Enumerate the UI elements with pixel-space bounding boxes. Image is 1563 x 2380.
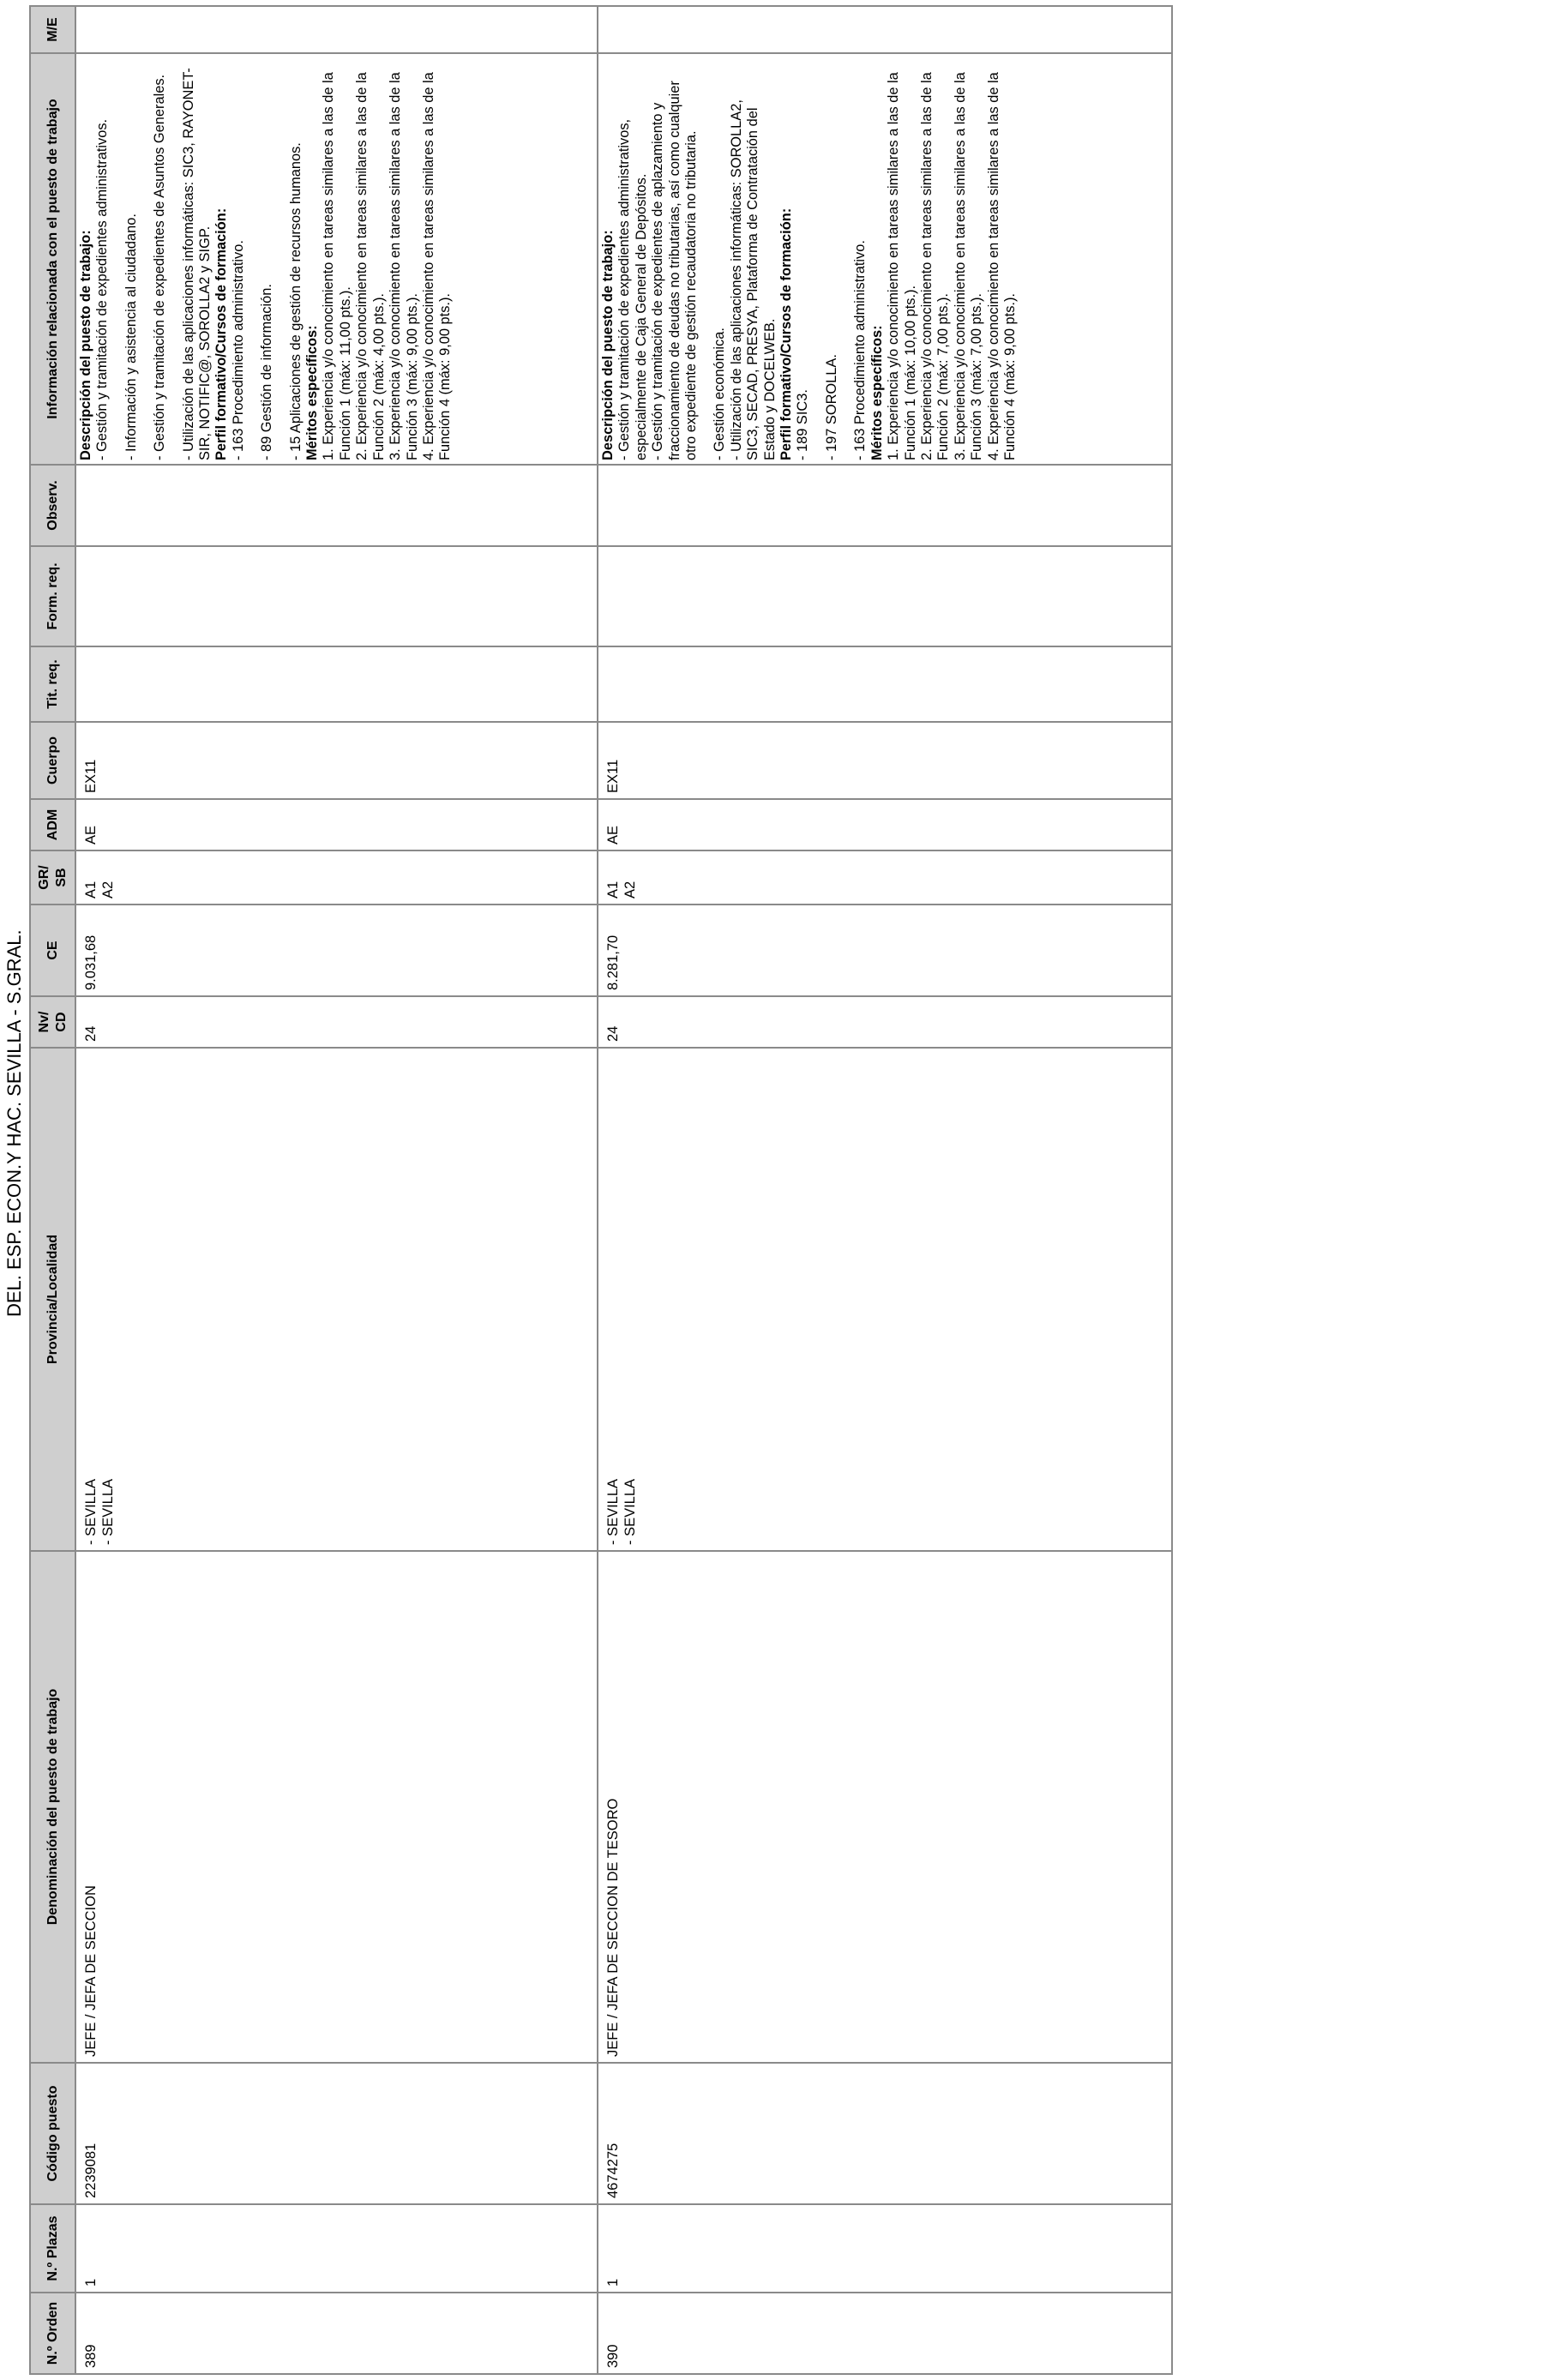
- gr-line: A2: [622, 880, 638, 899]
- cell-me: [598, 6, 1172, 53]
- info-line: - 89 Gestión de información.: [259, 284, 275, 460]
- info-line: 1. Experiencia y/o conocimiento en tareas similares a las de la: [321, 72, 337, 460]
- gr-line: A2: [99, 880, 116, 899]
- cell-provincia: [75, 1048, 598, 1551]
- cell-cuerpo: EX11: [75, 722, 598, 799]
- cell-provincia: [598, 1048, 1172, 1551]
- cell-adm: AE: [598, 799, 1172, 850]
- cell-ce: 9.031,68: [75, 905, 598, 996]
- info-line: 4. Experiencia y/o conocimiento en tareas similares a las de la: [420, 72, 436, 460]
- info-line: Función 2 (máx: 4,00 pts.).: [370, 293, 387, 460]
- info-line: Función 3 (máx: 9,00 pts.).: [404, 293, 420, 460]
- info-line: Función 1 (máx: 11,00 pts.).: [337, 286, 353, 460]
- info-line: - 197 SOROLLA.: [823, 354, 839, 460]
- info-line: Función 4 (máx: 9,00 pts.).: [437, 293, 454, 460]
- cell-denominacion: JEFE / JEFA DE SECCION DE TESORO: [598, 1551, 1172, 2063]
- info-line: Estado y DOCELWEB.: [761, 318, 778, 460]
- info-heading: Perfil formativo/Cursos de formación:: [213, 207, 230, 460]
- provincia-line: - SEVILLA: [605, 1478, 621, 1545]
- info-line: - 163 Procedimiento administrativo.: [230, 240, 246, 460]
- provincia-line: - SEVILLA: [99, 1478, 116, 1545]
- header-plazas: N.º Plazas: [30, 2204, 75, 2293]
- cell-orden: 390: [598, 2293, 1172, 2374]
- info-line: Función 1 (máx: 10,00 pts.).: [902, 285, 918, 460]
- cell-gr: [75, 850, 598, 905]
- info-line: - 163 Procedimiento administrativo.: [852, 240, 869, 460]
- cell-ce: 8.281,70: [598, 905, 1172, 996]
- cell-gr: [598, 850, 1172, 905]
- provincia-line: - SEVILLA: [622, 1478, 638, 1545]
- header-cuerpo: Cuerpo: [30, 722, 75, 799]
- info-line: 3. Experiencia y/o conocimiento en tareas similares a las de la: [388, 72, 404, 460]
- info-line: - Gestión y tramitación de expedientes de Asuntos Generales.: [152, 74, 168, 460]
- table-header-row: [30, 6, 75, 2374]
- cell-codigo: 4674275: [598, 2063, 1172, 2204]
- cell-plazas: 1: [75, 2204, 598, 2293]
- cell-observ: [598, 465, 1172, 546]
- header-info: Información relacionada con el puesto de trabajo: [30, 53, 75, 465]
- info-line: 2. Experiencia y/o conocimiento en tareas similares a las de la: [918, 72, 935, 460]
- cell-orden: 389: [75, 2293, 598, 2374]
- header-gr-line1: GR/: [36, 865, 51, 890]
- cell-denominacion: JEFE / JEFA DE SECCION: [75, 1551, 598, 2063]
- cell-adm: AE: [75, 799, 598, 850]
- cell-observ: [75, 465, 598, 546]
- header-gr: [30, 850, 75, 905]
- header-ce: CE: [30, 905, 75, 996]
- info-line: Función 3 (máx: 7,00 pts.).: [969, 293, 985, 460]
- cell-info: [75, 53, 598, 465]
- header-provincia: Provincia/Localidad: [30, 1048, 75, 1551]
- header-adm: ADM: [30, 799, 75, 850]
- table-row: [598, 6, 1172, 2374]
- cell-nv: 24: [598, 996, 1172, 1048]
- cell-form: [75, 546, 598, 646]
- info-line: SIR, NOTIFIC@, SOROLLA2 y SIGP.: [197, 225, 213, 460]
- info-line: 3. Experiencia y/o conocimiento en tareas similares a las de la: [952, 72, 968, 460]
- info-line: - Gestión y tramitación de expedientes administrativos,: [616, 118, 633, 460]
- cell-nv: 24: [75, 996, 598, 1048]
- info-heading: Méritos específicos:: [869, 325, 885, 460]
- cell-codigo: 2239081: [75, 2063, 598, 2204]
- cell-cuerpo: EX11: [598, 722, 1172, 799]
- header-codigo: Código puesto: [30, 2063, 75, 2204]
- info-line: 1. Experiencia y/o conocimiento en tareas similares a las de la: [886, 72, 902, 460]
- gr-line: A1: [83, 880, 99, 899]
- info-line: - 189 SIC3.: [795, 389, 811, 460]
- info-line: - Gestión y tramitación de expedientes administrativos.: [94, 118, 111, 460]
- cell-form: [598, 546, 1172, 646]
- info-line: - Utilización de las aplicaciones informáticas: SOROLLA2,: [728, 99, 744, 460]
- provincia-line: - SEVILLA: [83, 1478, 99, 1545]
- info-line: - Información y asistencia al ciudadano.: [123, 213, 139, 460]
- info-line: Función 2 (máx: 7,00 pts.).: [935, 293, 952, 460]
- info-line: - Gestión y tramitación de expedientes de aplazamiento y: [650, 102, 666, 460]
- header-denominacion: Denominación del puesto de trabajo: [30, 1551, 75, 2063]
- info-line: - Gestión económica.: [712, 328, 728, 460]
- positions-table: [29, 5, 1173, 2375]
- info-heading: Descripción del puesto de trabajo:: [600, 230, 616, 460]
- header-nv: [30, 996, 75, 1048]
- info-line: fraccionamiento de deudas no tributarias, así como cualquier: [666, 81, 682, 460]
- info-heading: Perfil formativo/Cursos de formación:: [778, 207, 795, 460]
- info-line: otro expediente de gestión recaudatoria no tributaria.: [683, 130, 700, 460]
- header-form: Form. req.: [30, 546, 75, 646]
- header-tit: Tit. req.: [30, 646, 75, 722]
- header-nv-line2: CD: [53, 1012, 69, 1032]
- info-line: - 15 Aplicaciones de gestión de recursos humanos.: [287, 142, 304, 460]
- cell-info: [598, 53, 1172, 465]
- cell-tit: [598, 646, 1172, 722]
- gr-line: A1: [605, 880, 621, 899]
- header-gr-line2: SB: [53, 868, 69, 887]
- info-line: especialmente de Caja General de Depósitos.: [633, 173, 649, 460]
- info-heading: Descripción del puesto de trabajo:: [78, 230, 93, 460]
- info-line: - Utilización de las aplicaciones informáticas: SIC3, RAYONET-: [180, 68, 196, 460]
- info-line: 4. Experiencia y/o conocimiento en tareas similares a las de la: [985, 72, 1001, 460]
- info-heading: Méritos específicos:: [304, 325, 321, 460]
- cell-me: [75, 6, 598, 53]
- header-orden: N.º Orden: [30, 2293, 75, 2374]
- info-line: Función 4 (máx: 9,00 pts.).: [1001, 293, 1018, 460]
- cell-plazas: 1: [598, 2204, 1172, 2293]
- header-observ: Observ.: [30, 465, 75, 546]
- info-line: 2. Experiencia y/o conocimiento en tareas similares a las de la: [354, 72, 370, 460]
- section-title: DEL. ESP. ECON.Y HAC. SEVILLA - S.GRAL.: [3, 929, 25, 1317]
- header-me: M/E: [30, 6, 75, 53]
- table-row: [75, 6, 598, 2374]
- cell-tit: [75, 646, 598, 722]
- info-line: SIC3, SECAD, PRESYA, Plataforma de Contratación del: [745, 107, 761, 460]
- header-nv-line1: Nv/: [36, 1011, 51, 1033]
